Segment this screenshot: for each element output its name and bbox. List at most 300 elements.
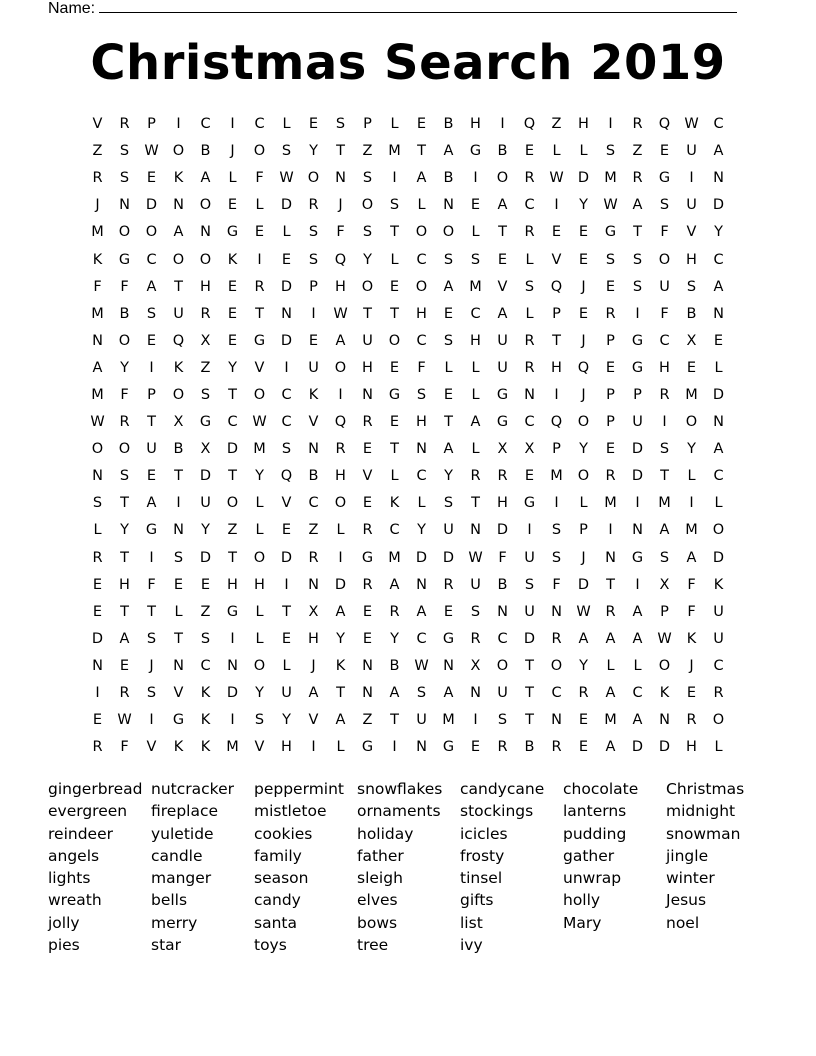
grid-letter: P: [552, 305, 561, 322]
word-bank-item: bells: [151, 891, 188, 910]
grid-letter: B: [497, 576, 508, 593]
grid-letter: L: [579, 143, 588, 160]
grid-letter: B: [173, 441, 184, 458]
grid-letter: D: [712, 197, 725, 214]
grid-letter: B: [686, 305, 697, 322]
grid-letter: H: [308, 630, 319, 647]
grid-letter: R: [470, 630, 481, 647]
word-bank-item: ivy: [460, 936, 483, 955]
word-bank-item: fireplace: [151, 802, 219, 821]
grid-letter: L: [255, 522, 264, 539]
grid-letter: W: [576, 603, 591, 620]
grid-letter: X: [686, 332, 697, 349]
grid-letter: O: [199, 251, 212, 268]
grid-letter: E: [389, 414, 400, 431]
grid-letter: Z: [92, 143, 103, 160]
grid-letter: U: [146, 441, 157, 458]
grid-letter: T: [552, 332, 561, 349]
grid-letter: S: [470, 603, 481, 620]
grid-letter: R: [605, 305, 616, 322]
grid-letter: J: [95, 197, 100, 214]
grid-letter: T: [336, 685, 345, 702]
grid-letter: J: [230, 143, 235, 160]
grid-letter: D: [442, 549, 455, 566]
word-bank-item: peppermint: [254, 780, 344, 798]
grid-letter: U: [281, 685, 292, 702]
grid-letter: A: [686, 549, 697, 566]
grid-letter: A: [605, 630, 616, 647]
grid-letter: J: [581, 549, 586, 566]
grid-letter: C: [416, 251, 427, 268]
grid-letter: U: [686, 197, 697, 214]
grid-letter: L: [255, 495, 264, 512]
grid-row: [84, 572, 732, 599]
grid-letter: C: [713, 116, 724, 133]
word-bank-item: santa: [254, 913, 297, 932]
grid-letter: S: [362, 170, 373, 187]
grid-letter: N: [605, 549, 616, 566]
grid-letter: R: [92, 170, 103, 187]
grid-letter: A: [389, 576, 400, 593]
grid-letter: C: [227, 414, 238, 431]
grid-letter: H: [470, 332, 481, 349]
word-bank-item: snowman: [666, 824, 741, 843]
grid-letter: O: [253, 386, 266, 403]
grid-letter: V: [308, 414, 319, 431]
grid-letter: N: [362, 685, 373, 702]
grid-letter: Y: [255, 468, 264, 485]
grid-letter: A: [578, 630, 589, 647]
grid-letter: N: [551, 712, 562, 729]
grid-letter: Z: [227, 522, 238, 539]
grid-letter: K: [686, 630, 697, 647]
grid-letter: T: [363, 305, 372, 322]
grid-letter: C: [713, 468, 724, 485]
grid-letter: J: [581, 278, 586, 295]
grid-letter: E: [686, 685, 697, 702]
word-bank-item: holiday: [357, 824, 414, 843]
grid-letter: L: [471, 224, 480, 241]
grid-letter: V: [551, 251, 562, 268]
grid-letter: S: [362, 224, 373, 241]
grid-row: [84, 599, 732, 626]
grid-letter: E: [227, 305, 238, 322]
word-bank-item: Jesus: [666, 891, 707, 910]
grid-letter: K: [713, 576, 724, 593]
grid-letter: I: [392, 739, 397, 756]
grid-letter: O: [172, 143, 185, 160]
grid-letter: A: [470, 414, 481, 431]
grid-letter: R: [551, 739, 562, 756]
grid-letter: O: [172, 386, 185, 403]
grid-letter: Z: [551, 116, 562, 133]
grid-letter: R: [524, 332, 535, 349]
grid-letter: O: [91, 441, 104, 458]
grid-letter: A: [443, 441, 454, 458]
grid-letter: B: [389, 657, 400, 674]
grid-letter: P: [552, 441, 561, 458]
word-bank-item: pudding: [563, 824, 627, 843]
grid-letter: D: [199, 549, 212, 566]
grid-letter: C: [551, 685, 562, 702]
grid-letter: D: [577, 576, 590, 593]
grid-letter: Y: [417, 522, 426, 539]
grid-letter: X: [497, 441, 508, 458]
word-bank-item: toys: [254, 936, 287, 955]
grid-letter: C: [713, 657, 724, 674]
grid-letter: S: [254, 712, 265, 729]
grid-letter: M: [469, 278, 482, 295]
word-bank-item: season: [254, 869, 309, 888]
grid-letter: T: [255, 305, 264, 322]
grid-letter: Y: [714, 224, 723, 241]
grid-row: [84, 111, 732, 138]
grid-letter: O: [361, 278, 374, 295]
grid-letter: N: [173, 522, 184, 539]
grid-row: [84, 626, 732, 653]
grid-letter: Y: [309, 143, 318, 160]
word-bank-item: elves: [357, 891, 398, 910]
grid-letter: S: [524, 576, 535, 593]
word-bank-item: gather: [563, 846, 615, 865]
grid-letter: K: [335, 657, 346, 674]
grid-letter: A: [443, 143, 454, 160]
grid-row: [84, 653, 732, 680]
grid-letter: P: [309, 278, 318, 295]
grid-letter: D: [712, 549, 725, 566]
grid-letter: B: [119, 305, 130, 322]
grid-letter: E: [578, 251, 589, 268]
grid-letter: H: [254, 576, 265, 593]
grid-letter: T: [390, 441, 399, 458]
grid-letter: E: [713, 332, 724, 349]
grid-letter: F: [336, 224, 345, 241]
grid-letter: J: [311, 657, 316, 674]
word-bank-item: cookies: [254, 824, 313, 843]
grid-letter: E: [605, 278, 616, 295]
grid-letter: N: [308, 576, 319, 593]
grid-letter: A: [605, 739, 616, 756]
grid-row: [84, 355, 732, 382]
grid-letter: V: [254, 359, 265, 376]
grid-letter: Y: [579, 657, 588, 674]
grid-letter: N: [335, 170, 346, 187]
grid-letter: W: [144, 143, 159, 160]
grid-letter: K: [200, 712, 211, 729]
word-bank-item: father: [357, 846, 404, 865]
grid-letter: D: [91, 630, 104, 647]
grid-row: [84, 490, 732, 517]
grid-letter: N: [632, 522, 643, 539]
grid-letter: C: [254, 116, 265, 133]
word-bank-item: yuletide: [151, 824, 214, 843]
grid-letter: C: [713, 251, 724, 268]
grid-letter: F: [417, 359, 426, 376]
word-bank-item: ornaments: [357, 802, 441, 821]
grid-letter: O: [361, 197, 374, 214]
grid-letter: W: [117, 712, 132, 729]
grid-letter: S: [659, 441, 670, 458]
grid-letter: D: [145, 197, 158, 214]
word-bank-item: winter: [666, 869, 715, 888]
grid-letter: W: [468, 549, 483, 566]
grid-letter: U: [200, 495, 211, 512]
grid-letter: A: [497, 197, 508, 214]
grid-letter: Q: [334, 414, 347, 431]
grid-letter: W: [657, 630, 672, 647]
word-bank-item: candy: [254, 891, 301, 910]
grid-letter: I: [689, 170, 694, 187]
grid-letter: E: [92, 603, 103, 620]
grid-letter: C: [200, 116, 211, 133]
grid-letter: F: [660, 305, 669, 322]
grid-letter: R: [119, 116, 130, 133]
grid-letter: A: [335, 603, 346, 620]
page-title: Christmas Search 2019: [90, 35, 726, 91]
grid-letter: O: [712, 712, 725, 729]
grid-letter: T: [147, 603, 156, 620]
grid-letter: D: [631, 468, 644, 485]
word-bank-item: stockings: [460, 802, 534, 821]
grid-letter: B: [443, 170, 454, 187]
grid-letter: A: [416, 603, 427, 620]
grid-letter: K: [308, 386, 319, 403]
grid-letter: N: [200, 224, 211, 241]
grid-letter: A: [443, 685, 454, 702]
grid-letter: R: [659, 386, 670, 403]
grid-letter: D: [280, 549, 293, 566]
word-bank-item: merry: [151, 913, 198, 932]
grid-letter: E: [254, 224, 265, 241]
grid-letter: S: [308, 224, 319, 241]
grid-row: [84, 436, 732, 463]
grid-letter: V: [146, 739, 157, 756]
grid-letter: G: [253, 332, 266, 349]
grid-letter: T: [174, 468, 183, 485]
grid-letter: O: [226, 495, 239, 512]
grid-letter: H: [362, 359, 373, 376]
grid-letter: I: [257, 251, 262, 268]
word-bank-item: tinsel: [460, 869, 503, 888]
grid-letter: S: [470, 251, 481, 268]
grid-letter: G: [226, 224, 239, 241]
grid-letter: J: [149, 657, 154, 674]
word-bank-item: family: [254, 846, 302, 865]
word-bank-item: list: [460, 913, 483, 932]
grid-letter: P: [606, 332, 615, 349]
grid-letter: V: [92, 116, 103, 133]
name-field[interactable]: [48, 0, 737, 20]
word-bank-item: midnight: [666, 802, 736, 821]
grid-letter: N: [416, 739, 427, 756]
grid-letter: N: [443, 197, 454, 214]
grid-letter: K: [227, 251, 238, 268]
grid-letter: W: [252, 414, 267, 431]
grid-letter: A: [119, 630, 130, 647]
grid-letter: S: [605, 251, 616, 268]
grid-letter: S: [524, 278, 535, 295]
grid-letter: E: [389, 359, 400, 376]
grid-letter: N: [470, 522, 481, 539]
grid-letter: E: [362, 630, 373, 647]
grid-letter: Y: [579, 441, 588, 458]
grid-letter: G: [172, 712, 185, 729]
grid-letter: U: [443, 522, 454, 539]
grid-letter: X: [524, 441, 535, 458]
grid-letter: L: [471, 441, 480, 458]
grid-letter: J: [338, 197, 343, 214]
grid-letter: L: [525, 251, 534, 268]
grid-letter: O: [253, 143, 266, 160]
grid-letter: S: [443, 251, 454, 268]
grid-letter: W: [549, 170, 564, 187]
grid-letter: N: [92, 657, 103, 674]
grid-letter: Y: [390, 630, 399, 647]
grid-letter: N: [92, 332, 103, 349]
grid-letter: Y: [282, 712, 291, 729]
grid-letter: E: [470, 739, 481, 756]
grid-letter: E: [308, 116, 319, 133]
grid-letter: N: [416, 441, 427, 458]
grid-letter: G: [496, 414, 509, 431]
grid-letter: S: [119, 170, 130, 187]
grid-letter: Y: [444, 468, 453, 485]
grid-letter: H: [686, 739, 697, 756]
word-bank-item: tree: [357, 936, 389, 955]
grid-letter: L: [336, 739, 345, 756]
word-bank: [48, 778, 768, 956]
grid-letter: N: [173, 197, 184, 214]
grid-letter: Y: [336, 630, 345, 647]
grid-letter: T: [525, 657, 534, 674]
grid-letter: O: [415, 278, 428, 295]
grid-letter: N: [362, 657, 373, 674]
grid-letter: U: [497, 332, 508, 349]
grid-letter: I: [149, 549, 154, 566]
grid-letter: S: [632, 278, 643, 295]
grid-letter: R: [578, 685, 589, 702]
grid-letter: J: [581, 386, 586, 403]
grid-letter: S: [659, 549, 670, 566]
grid-letter: L: [525, 305, 534, 322]
grid-row: [84, 219, 732, 246]
grid-letter: T: [336, 143, 345, 160]
grid-letter: L: [552, 143, 561, 160]
grid-letter: M: [388, 549, 401, 566]
grid-letter: E: [227, 332, 238, 349]
grid-letter: A: [389, 685, 400, 702]
grid-letter: A: [632, 197, 643, 214]
grid-letter: O: [334, 495, 347, 512]
grid-letter: B: [497, 143, 508, 160]
grid-letter: F: [660, 224, 669, 241]
grid-letter: S: [659, 197, 670, 214]
grid-letter: E: [497, 251, 508, 268]
grid-letter: T: [120, 495, 129, 512]
grid-letter: I: [311, 739, 316, 756]
grid-letter: U: [632, 414, 643, 431]
grid-letter: I: [473, 170, 478, 187]
grid-letter: J: [689, 657, 694, 674]
grid-letter: M: [442, 712, 455, 729]
word-bank-item: mistletoe: [254, 802, 327, 821]
grid-letter: E: [605, 441, 616, 458]
grid-letter: E: [659, 143, 670, 160]
grid-letter: E: [362, 603, 373, 620]
grid-letter: I: [230, 630, 235, 647]
word-bank-item: gingerbread: [48, 780, 143, 798]
grid-letter: S: [173, 549, 184, 566]
grid-letter: L: [282, 116, 291, 133]
grid-letter: H: [119, 576, 130, 593]
word-bank-item: unwrap: [563, 869, 622, 888]
grid-letter: E: [119, 657, 130, 674]
grid-letter: E: [227, 278, 238, 295]
grid-letter: A: [92, 359, 103, 376]
grid-letter: V: [173, 685, 184, 702]
grid-letter: C: [470, 305, 481, 322]
grid-letter: M: [226, 739, 239, 756]
grid-letter: I: [554, 197, 559, 214]
grid-letter: E: [578, 305, 589, 322]
grid-letter: I: [689, 495, 694, 512]
grid-letter: V: [686, 224, 697, 241]
grid-letter: G: [631, 549, 644, 566]
grid-letter: C: [281, 414, 292, 431]
grid-letter: L: [93, 522, 102, 539]
grid-letter: S: [443, 332, 454, 349]
grid-letter: B: [443, 116, 454, 133]
grid-letter: O: [550, 657, 563, 674]
grid-letter: P: [633, 386, 642, 403]
grid-letter: F: [120, 739, 129, 756]
grid-letter: R: [308, 549, 319, 566]
grid-letter: C: [308, 495, 319, 512]
grid-letter: R: [497, 739, 508, 756]
grid-letter: R: [497, 468, 508, 485]
grid-letter: N: [281, 305, 292, 322]
grid-letter: M: [604, 712, 617, 729]
grid-row: [84, 301, 732, 328]
grid-letter: L: [255, 630, 264, 647]
grid-letter: T: [174, 630, 183, 647]
grid-letter: O: [712, 522, 725, 539]
grid-letter: F: [687, 603, 696, 620]
grid-letter: R: [605, 603, 616, 620]
name-blank-line[interactable]: [99, 0, 737, 13]
word-bank-item: snowflakes: [357, 780, 443, 798]
grid-letter: Q: [550, 278, 563, 295]
grid-letter: I: [284, 576, 289, 593]
grid-letter: G: [442, 630, 455, 647]
grid-letter: L: [606, 657, 615, 674]
grid-letter: R: [713, 685, 724, 702]
grid-letter: A: [713, 441, 724, 458]
grid-letter: W: [90, 414, 105, 431]
grid-letter: G: [631, 332, 644, 349]
grid-row: [84, 328, 732, 355]
grid-letter: K: [173, 170, 184, 187]
grid-letter: G: [442, 739, 455, 756]
grid-letter: D: [226, 441, 239, 458]
grid-letter: A: [497, 305, 508, 322]
grid-letter: O: [253, 549, 266, 566]
word-bank-item: reindeer: [48, 824, 113, 843]
grid-letter: D: [523, 630, 536, 647]
grid-row: [84, 463, 732, 490]
grid-letter: T: [120, 549, 129, 566]
grid-row: [84, 734, 732, 761]
